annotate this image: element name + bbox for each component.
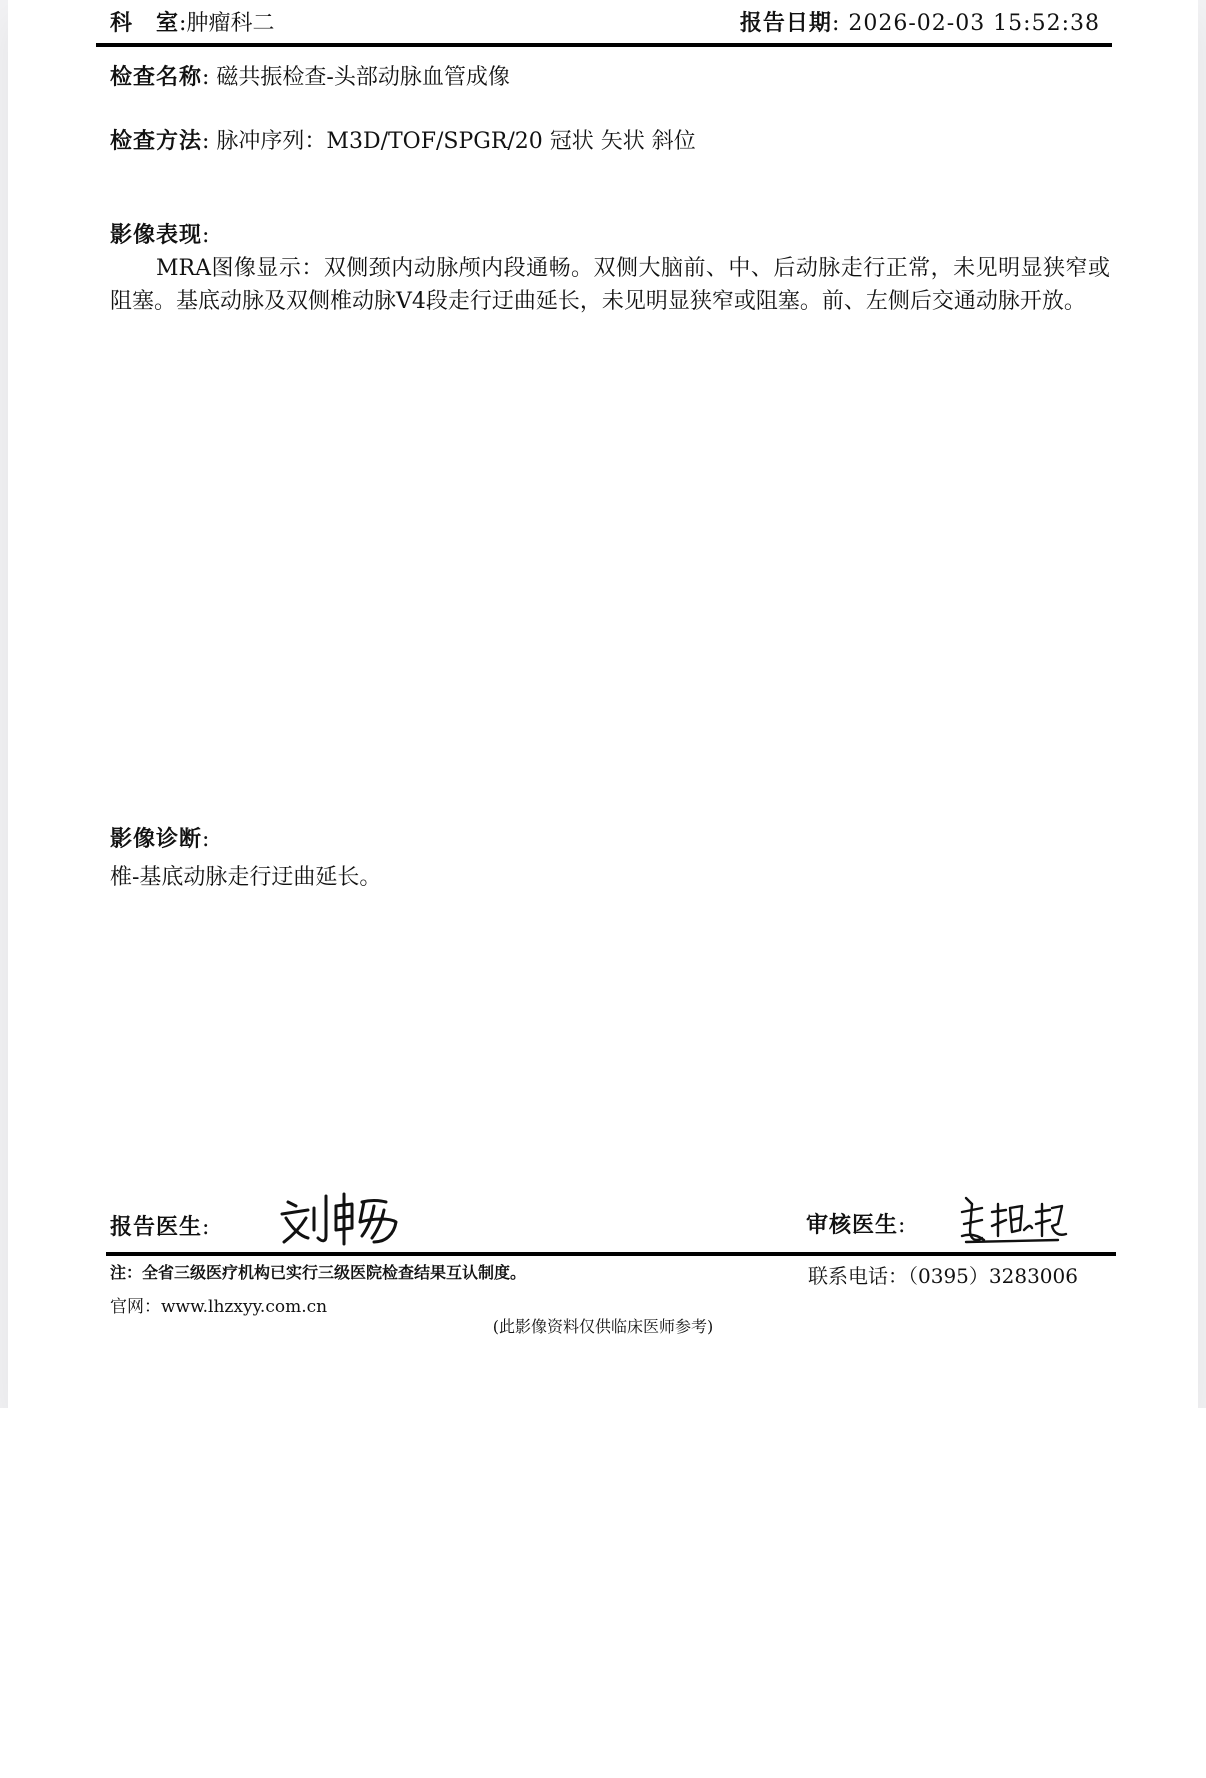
department-field — [110, 6, 274, 37]
department-label: 科 室 — [110, 11, 180, 36]
findings-label: 影像表现 — [110, 223, 203, 248]
diagnosis-text: 椎-基底动脉走行迂曲延长。 — [110, 865, 382, 890]
review-doctor-signature — [958, 1190, 1068, 1250]
exam-method-value: 脉冲序列：M3D/TOF/SPGR/20 冠状 矢状 斜位 — [216, 129, 696, 154]
exam-method-label: 检查方法 — [110, 129, 203, 154]
exam-name-label: 检查名称 — [110, 65, 203, 90]
contact-phone — [808, 1260, 1078, 1289]
header-divider — [96, 43, 1112, 47]
exam-method-field — [110, 124, 696, 155]
report-date-field — [740, 6, 1100, 37]
report-doctor-signature — [278, 1188, 408, 1248]
colon: : — [898, 1213, 906, 1238]
colon: : — [202, 827, 210, 852]
review-doctor-label: 审核医生 — [806, 1213, 899, 1238]
colon: : — [202, 65, 217, 90]
exam-name-field — [110, 60, 510, 91]
exam-name-value: 磁共振检查-头部动脉血管成像 — [216, 65, 510, 90]
diagnosis-label: 影像诊断 — [110, 827, 203, 852]
findings-text: MRA图像显示：双侧颈内动脉颅内段通畅。双侧大脑前、中、后动脉走行正常，未见明显狭窄或阻塞。基底动脉及双侧椎动脉V4段走行迂曲延长，未见明显狭窄或阻塞。前、左侧后交通动脉开放。 — [110, 256, 1110, 314]
phone-value: （0395）3283006 — [908, 1264, 1078, 1288]
report-date-label: 报告日期 — [739, 11, 832, 36]
department-value: 肿瘤科二 — [186, 11, 275, 36]
blank-area — [0, 1408, 1206, 1778]
report-date-value: 2026-02-03 15:52:38 — [848, 11, 1100, 36]
mutual-recognition-note: 注：全省三级医疗机构已实行三级医院检查结果互认制度。 — [110, 1263, 527, 1282]
diagnosis-heading — [110, 822, 209, 853]
review-doctor-field — [806, 1208, 905, 1239]
report-page — [8, 0, 1198, 1408]
footer-divider — [106, 1252, 1116, 1256]
report-doctor-field — [110, 1210, 209, 1241]
colon: : — [179, 11, 187, 36]
colon: : — [202, 1215, 210, 1240]
disclaimer-text: (此影像资料仅供临床医师参考) — [492, 1317, 714, 1336]
phone-label: 联系电话： — [808, 1264, 908, 1288]
colon: : — [202, 129, 217, 154]
findings-heading — [110, 218, 209, 249]
colon: : — [202, 223, 210, 248]
colon: : — [831, 11, 849, 36]
website-link[interactable]: 官网：www.lhzxyy.com.cn — [110, 1297, 328, 1317]
report-doctor-label: 报告医生 — [110, 1215, 203, 1240]
